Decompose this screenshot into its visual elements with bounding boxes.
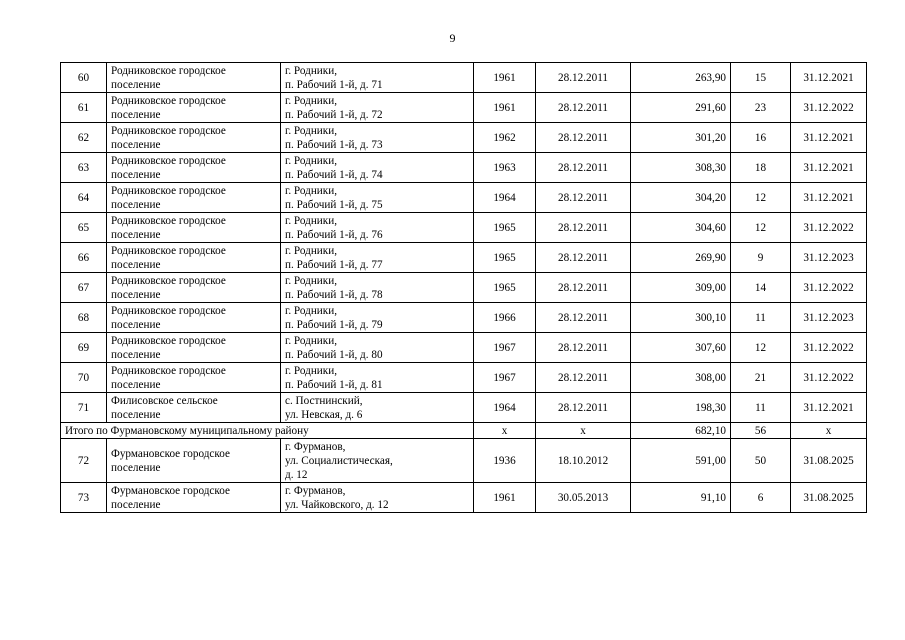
table-row [61,333,867,363]
settlement-name-line: поселение [111,258,161,271]
settlement-name [107,183,281,213]
table-row [61,213,867,243]
recognition-date: 28.12.2011 [536,243,631,273]
row-number: 60 [61,63,107,93]
settlement-name [107,439,281,483]
recognition-date: 28.12.2011 [536,183,631,213]
table-body [61,63,867,513]
residents-count: 21 [731,363,791,393]
row-number: 72 [61,439,107,483]
table-row [61,153,867,183]
address [281,123,474,153]
area: 301,20 [631,123,731,153]
subtotal-date: x [536,423,631,439]
build-year: 1961 [474,63,536,93]
relocation-deadline: 31.12.2021 [791,63,867,93]
build-year: 1965 [474,243,536,273]
residents-count: 11 [731,393,791,423]
relocation-deadline: 31.12.2022 [791,363,867,393]
subtotal-area: 682,10 [631,423,731,439]
address [281,183,474,213]
area: 308,30 [631,153,731,183]
area: 91,10 [631,483,731,513]
settlement-name-line: Родниковское городское [111,274,226,287]
build-year: 1961 [474,483,536,513]
settlement-name-line: Родниковское городское [111,94,226,107]
settlement-name [107,333,281,363]
recognition-date: 28.12.2011 [536,123,631,153]
address [281,483,474,513]
address-line: с. Постнинский, [285,394,363,407]
settlement-name-line: Родниковское городское [111,334,226,347]
settlement-name [107,483,281,513]
recognition-date: 30.05.2013 [536,483,631,513]
settlement-name-line: поселение [111,461,161,474]
settlement-name-line: поселение [111,348,161,361]
recognition-date: 28.12.2011 [536,63,631,93]
row-number: 65 [61,213,107,243]
settlement-name [107,393,281,423]
table-row [61,393,867,423]
row-number: 68 [61,303,107,333]
residents-count: 16 [731,123,791,153]
row-number: 66 [61,243,107,273]
address-line: г. Родники, [285,364,338,377]
settlement-name-line: Родниковское городское [111,124,226,137]
address [281,363,474,393]
area: 300,10 [631,303,731,333]
settlement-name [107,303,281,333]
address-line: п. Рабочий 1-й, д. 79 [285,318,383,331]
settlement-name [107,213,281,243]
residents-count: 12 [731,213,791,243]
residents-count: 23 [731,93,791,123]
build-year: 1936 [474,439,536,483]
address-line: г. Родники, [285,124,338,137]
subtotal-label: Итого по Фурмановскому муниципальному району [61,423,474,439]
recognition-date: 28.12.2011 [536,153,631,183]
relocation-deadline: 31.08.2025 [791,483,867,513]
area: 591,00 [631,439,731,483]
address-line: п. Рабочий 1-й, д. 81 [285,378,383,391]
table-row [61,93,867,123]
address [281,273,474,303]
residents-count: 12 [731,183,791,213]
settlement-name-line: поселение [111,168,161,181]
relocation-deadline: 31.12.2022 [791,213,867,243]
settlement-name [107,123,281,153]
address-line: г. Родники, [285,214,338,227]
page-number: 9 [449,31,456,45]
build-year: 1964 [474,183,536,213]
address-line: г. Родники, [285,244,338,257]
settlement-name-line: Родниковское городское [111,64,226,77]
area: 263,90 [631,63,731,93]
recognition-date: 28.12.2011 [536,93,631,123]
residents-count: 9 [731,243,791,273]
residents-count: 6 [731,483,791,513]
address [281,153,474,183]
settlement-name-line: Фурмановское городское [111,484,230,497]
row-number: 73 [61,483,107,513]
recognition-date: 28.12.2011 [536,273,631,303]
relocation-deadline: 31.12.2021 [791,123,867,153]
subtotal-year: x [474,423,536,439]
address-line: ул. Социалистическая, [285,454,393,467]
settlement-name-line: Родниковское городское [111,244,226,257]
settlement-name-line: Родниковское городское [111,304,226,317]
address-line: п. Рабочий 1-й, д. 74 [285,168,383,181]
settlement-name [107,93,281,123]
settlement-name-line: Родниковское городское [111,154,226,167]
residents-count: 15 [731,63,791,93]
row-number: 62 [61,123,107,153]
row-number: 61 [61,93,107,123]
address-line: п. Рабочий 1-й, д. 72 [285,108,383,121]
build-year: 1967 [474,363,536,393]
area: 198,30 [631,393,731,423]
row-number: 64 [61,183,107,213]
build-year: 1964 [474,393,536,423]
area: 304,20 [631,183,731,213]
recognition-date: 28.12.2011 [536,363,631,393]
recognition-date: 28.12.2011 [536,213,631,243]
address-line: п. Рабочий 1-й, д. 80 [285,348,383,361]
address [281,303,474,333]
settlement-name-line: поселение [111,108,161,121]
table-row [61,439,867,483]
address-line: п. Рабочий 1-й, д. 75 [285,198,383,211]
recognition-date: 28.12.2011 [536,303,631,333]
relocation-deadline: 31.12.2022 [791,93,867,123]
address [281,63,474,93]
settlement-name-line: поселение [111,78,161,91]
settlement-name-line: поселение [111,408,161,421]
area: 307,60 [631,333,731,363]
build-year: 1967 [474,333,536,363]
settlement-name-line: Филисовское сельское [111,394,218,407]
table-row [61,123,867,153]
address-line: г. Фурманов, [285,484,346,497]
settlement-name-line: Родниковское городское [111,184,226,197]
address [281,213,474,243]
address-line: г. Родники, [285,334,338,347]
subtotal-residents: 56 [731,423,791,439]
row-number: 63 [61,153,107,183]
build-year: 1966 [474,303,536,333]
subtotal-deadline: x [791,423,867,439]
address-line: г. Фурманов, [285,440,346,453]
address-line: г. Родники, [285,184,338,197]
residents-count: 50 [731,439,791,483]
row-number: 67 [61,273,107,303]
recognition-date: 18.10.2012 [536,439,631,483]
address-line: г. Родники, [285,64,338,77]
settlement-name-line: поселение [111,378,161,391]
address-line: г. Родники, [285,304,338,317]
settlement-name-line: Фурмановское городское [111,447,230,460]
relocation-deadline: 31.12.2021 [791,393,867,423]
address-line: д. 12 [285,468,308,481]
table-row [61,363,867,393]
address-line: г. Родники, [285,154,338,167]
area: 309,00 [631,273,731,303]
settlement-name [107,273,281,303]
relocation-deadline: 31.12.2021 [791,153,867,183]
residents-count: 14 [731,273,791,303]
table-row [61,483,867,513]
settlement-name-line: поселение [111,198,161,211]
settlement-name-line: поселение [111,318,161,331]
relocation-deadline: 31.08.2025 [791,439,867,483]
address-line: п. Рабочий 1-й, д. 71 [285,78,383,91]
address-line: ул. Чайковского, д. 12 [285,498,389,511]
table-row [61,243,867,273]
residents-count: 12 [731,333,791,363]
housing-registry-table [60,62,867,513]
build-year: 1963 [474,153,536,183]
address [281,93,474,123]
row-number: 71 [61,393,107,423]
address-line: п. Рабочий 1-й, д. 77 [285,258,383,271]
build-year: 1965 [474,273,536,303]
address [281,393,474,423]
table-row [61,273,867,303]
address-line: г. Родники, [285,274,338,287]
settlement-name [107,363,281,393]
recognition-date: 28.12.2011 [536,333,631,363]
settlement-name [107,243,281,273]
area: 304,60 [631,213,731,243]
settlement-name-line: поселение [111,288,161,301]
table-row [61,303,867,333]
relocation-deadline: 31.12.2022 [791,273,867,303]
address-line: г. Родники, [285,94,338,107]
settlement-name [107,63,281,93]
relocation-deadline: 31.12.2023 [791,303,867,333]
recognition-date: 28.12.2011 [536,393,631,423]
settlement-name [107,153,281,183]
area: 291,60 [631,93,731,123]
area: 269,90 [631,243,731,273]
address-line: ул. Невская, д. 6 [285,408,363,421]
area: 308,00 [631,363,731,393]
settlement-name-line: поселение [111,228,161,241]
address [281,333,474,363]
settlement-name-line: Родниковское городское [111,364,226,377]
relocation-deadline: 31.12.2021 [791,183,867,213]
build-year: 1962 [474,123,536,153]
settlement-name-line: поселение [111,138,161,151]
address-line: п. Рабочий 1-й, д. 76 [285,228,383,241]
build-year: 1961 [474,93,536,123]
address-line: п. Рабочий 1-й, д. 73 [285,138,383,151]
settlement-name-line: Родниковское городское [111,214,226,227]
row-number: 70 [61,363,107,393]
table-row [61,63,867,93]
relocation-deadline: 31.12.2023 [791,243,867,273]
build-year: 1965 [474,213,536,243]
relocation-deadline: 31.12.2022 [791,333,867,363]
address [281,243,474,273]
subtotal-row [61,423,867,439]
table-row [61,183,867,213]
residents-count: 18 [731,153,791,183]
address [281,439,474,483]
settlement-name-line: поселение [111,498,161,511]
address-line: п. Рабочий 1-й, д. 78 [285,288,383,301]
row-number: 69 [61,333,107,363]
residents-count: 11 [731,303,791,333]
